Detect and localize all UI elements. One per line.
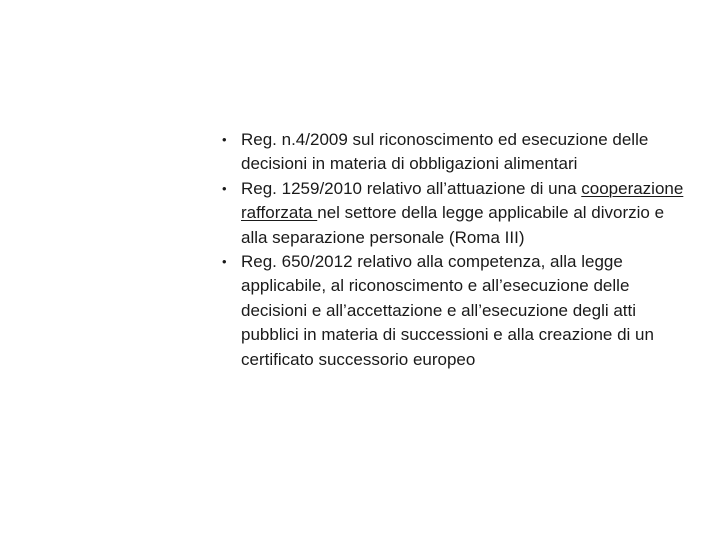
list-item-reg-4-2009 xyxy=(222,128,692,177)
bullet-icon: • xyxy=(222,180,227,196)
list-item-text: Reg. n.4/2009 sul riconoscimento ed esecuzione delle decisioni in materia di obbligazioni alimentari xyxy=(241,130,649,174)
list-item-text-end: nel settore della legge applicabile al divorzio e alla separazione personale (Roma III) xyxy=(241,203,665,247)
bullet-icon: • xyxy=(222,132,227,147)
regulation-list xyxy=(222,128,692,372)
list-item-text: Reg. 650/2012 relativo alla competenza, alla legge applicabile, al riconoscimento e all’esecuzione delle decisioni e all’accettazione e all’esecuzione degli atti pubblici in materia di successioni e alla creazione di un certificato successorio europeo xyxy=(241,252,654,369)
list-item-reg-650-2012 xyxy=(222,250,692,372)
underlined-phrase: cooperazione rafforzata xyxy=(241,178,684,223)
bullet-icon: • xyxy=(222,254,227,270)
list-item-reg-1259-2010 xyxy=(222,177,692,250)
list-item-text-start: Reg. 1259/2010 relativo all’attuazione di una xyxy=(241,178,582,198)
